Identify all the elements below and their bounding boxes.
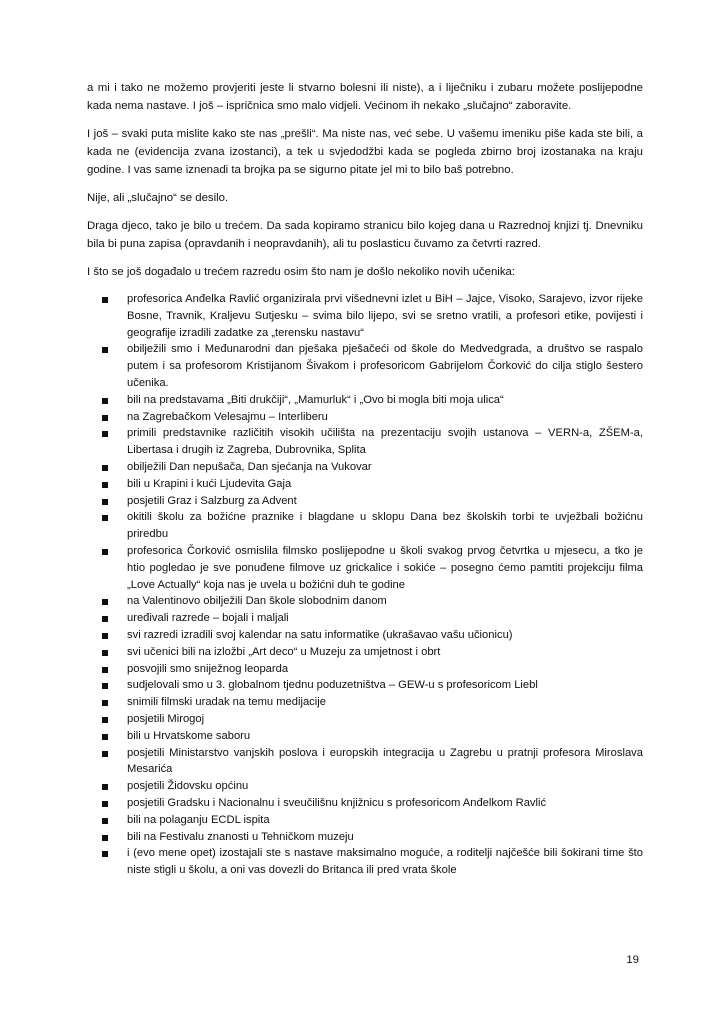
list-item <box>87 845 643 879</box>
list-item <box>87 711 643 728</box>
square-bullet-icon <box>102 616 108 622</box>
list-item-text: i (evo mene opet) izostajali ste s nastave maksimalno moguće, a roditelji najčešće bili šokirani time što niste stigli u školu, a oni vas dovezli do Britanca ili pred vrata škole <box>127 847 643 877</box>
list-item <box>87 694 643 711</box>
list-item <box>87 459 643 476</box>
list-item-text: profesorica Anđelka Ravlić organizirala prvi višednevni izlet u BiH – Jajce, Visoko, Sarajevo, izvor rijeke Bosne, Travnik, Kraljevu Sutjesku – svima bilo lijepo, svi se sretno vratili, a profesori etike, povijesti i geografije izradili zadatke za „terensku nastavu“ <box>127 293 643 339</box>
list-item <box>87 661 643 678</box>
square-bullet-icon <box>102 851 108 857</box>
square-bullet-icon <box>102 599 108 605</box>
square-bullet-icon <box>102 818 108 824</box>
square-bullet-icon <box>102 499 108 505</box>
list-item-text: svi učenici bili na izložbi „Art deco“ u Muzeju za umjetnost i obrt <box>127 645 441 658</box>
list-item-text: posjetili Gradsku i Nacionalnu i sveučilišnu knjižnicu s profesoricom Anđelkom Ravlić <box>127 796 547 809</box>
list-item-text: na Zagrebačkom Velesajmu – Interliberu <box>127 410 328 423</box>
list-item-text: bili u Hrvatskome saboru <box>127 729 251 742</box>
square-bullet-icon <box>102 465 108 471</box>
list-item <box>87 509 643 543</box>
list-item-text: svi razredi izradili svoj kalendar na satu informatike (ukrašavao vašu učionicu) <box>127 628 513 641</box>
list-item-text: posjetili Židovsku općinu <box>127 780 249 793</box>
list-item <box>87 493 643 510</box>
list-item-text: uređivali razrede – bojali i maljali <box>127 612 289 625</box>
list-item-text: primili predstavnike različitih visokih učilišta na prezentaciju svojih ustanova – VERN-a, ZŠEM-a, Libertasa i drugih iz Zagreba, Dubrovnika, Splita <box>127 427 643 457</box>
list-item <box>87 829 643 846</box>
paragraph: a mi i tako ne možemo provjeriti jeste li stvarno bolesni ili niste), a i liječniku i zubaru možete poslijepodne kada nema nastave. I još – ispričnica smo malo vidjeli. Većinom ih nekako „slučajno“ zaboravite. <box>87 82 643 112</box>
list-item-text: sudjelovali smo u 3. globalnom tjednu poduzetništva – GEW-u s profesoricom Liebl <box>127 679 538 692</box>
list-item <box>87 291 643 341</box>
square-bullet-icon <box>102 751 108 757</box>
list-item-text: na Valentinovo obilježili Dan škole slobodnim danom <box>127 595 387 608</box>
list-item-text: posjetili Graz i Salzburg za Advent <box>127 494 297 507</box>
list-item-text: bili u Krapini i kući Ljudevita Gaja <box>127 477 292 490</box>
square-bullet-icon <box>102 717 108 723</box>
list-item <box>87 341 643 391</box>
list-item <box>87 593 643 610</box>
paragraph: I što se još događalo u trećem razredu osim što nam je došlo nekoliko novih učenika: <box>87 266 516 278</box>
list-item-text: okitili školu za božićne praznike i blagdane u sklopu Dana bez školskih torbi te uvježbali božićnu priredbu <box>127 511 643 541</box>
square-bullet-icon <box>102 482 108 488</box>
list-item <box>87 644 643 661</box>
list-item-text: profesorica Čorković osmislila filmsko poslijepodne u školi svakog prvog četvrtka u mjesecu, a tko je htio pogledao je sve ponuđene filmove uz grickalice i sokiće – posegno ćemo pamtiti projekciju filma „Love Actually“ koja nas je uvela u božićni duh te godine <box>127 544 643 591</box>
list-item-text: bili na polaganju ECDL ispita <box>127 813 270 826</box>
square-bullet-icon <box>102 633 108 639</box>
square-bullet-icon <box>102 650 108 656</box>
list-item <box>87 745 643 779</box>
list-item-text: obilježili smo i Međunarodni dan pješaka pješačeći od škole do Medvedgrada, a društvo se raspalo putem i sa profesorom Kristijanom Šivakom i profesoricom Gabrijelom Čorković do cilja stiglo šestero učenika. <box>127 343 643 389</box>
list-item <box>87 627 643 644</box>
page-content <box>87 79 643 879</box>
square-bullet-icon <box>102 515 108 521</box>
list-item-text: bili na predstavama „Biti drukčiji“, „Mamurluk“ i „Ovo bi mogla biti moja ulica“ <box>127 393 504 406</box>
list-item <box>87 392 643 409</box>
square-bullet-icon <box>102 683 108 689</box>
square-bullet-icon <box>102 700 108 706</box>
square-bullet-icon <box>102 734 108 740</box>
paragraph: Nije, ali „slučajno“ se desilo. <box>87 192 229 204</box>
list-item-text: snimili filmski uradak na temu medijacije <box>127 696 326 709</box>
page-number: 19 <box>626 954 639 966</box>
square-bullet-icon <box>102 297 108 303</box>
list-item <box>87 425 643 459</box>
list-item <box>87 409 643 426</box>
list-item-text: posjetili Ministarstvo vanjskih poslova i europskih integracija u Zagrebu u pratnji profesora Miroslava Mesarića <box>127 746 643 776</box>
square-bullet-icon <box>102 549 108 555</box>
square-bullet-icon <box>102 398 108 404</box>
list-item <box>87 812 643 829</box>
list-item <box>87 677 643 694</box>
event-list <box>87 291 643 879</box>
list-item-text: obilježili Dan nepušača, Dan sjećanja na Vukovar <box>127 460 372 473</box>
list-item-text: posvojili smo sniježnog leoparda <box>127 662 289 675</box>
list-item <box>87 543 643 593</box>
list-item <box>87 795 643 812</box>
square-bullet-icon <box>102 415 108 421</box>
square-bullet-icon <box>102 667 108 673</box>
list-item <box>87 610 643 627</box>
list-item-text: posjetili Mirogoj <box>127 712 205 725</box>
paragraph: Draga djeco, tako je bilo u trećem. Da sada kopiramo stranicu bilo kojeg dana u Razrednoj knjizi tj. Dnevniku bila bi puna zapisa (opravdanih i neopravdanih), ali tu poslasticu čuvamo za četvrti razred. <box>87 220 643 250</box>
list-item <box>87 728 643 745</box>
square-bullet-icon <box>102 801 108 807</box>
list-item <box>87 778 643 795</box>
square-bullet-icon <box>102 347 108 353</box>
square-bullet-icon <box>102 784 108 790</box>
list-item-text: bili na Festivalu znanosti u Tehničkom muzeju <box>127 830 354 843</box>
square-bullet-icon <box>102 431 108 437</box>
square-bullet-icon <box>102 835 108 841</box>
paragraph: I još – svaki puta mislite kako ste nas „prešli“. Ma niste nas, već sebe. U vašemu imeniku piše kada ste bili, a kada ne (evidencija zvana izostanci), a tek u svjedodžbi kada se pogleda zbirno broj izostanaka na kraju godine. I vas same iznenadi ta brojka pa se sigurno pitate jel mi to bilo baš potrebno. <box>87 128 643 176</box>
list-item <box>87 476 643 493</box>
